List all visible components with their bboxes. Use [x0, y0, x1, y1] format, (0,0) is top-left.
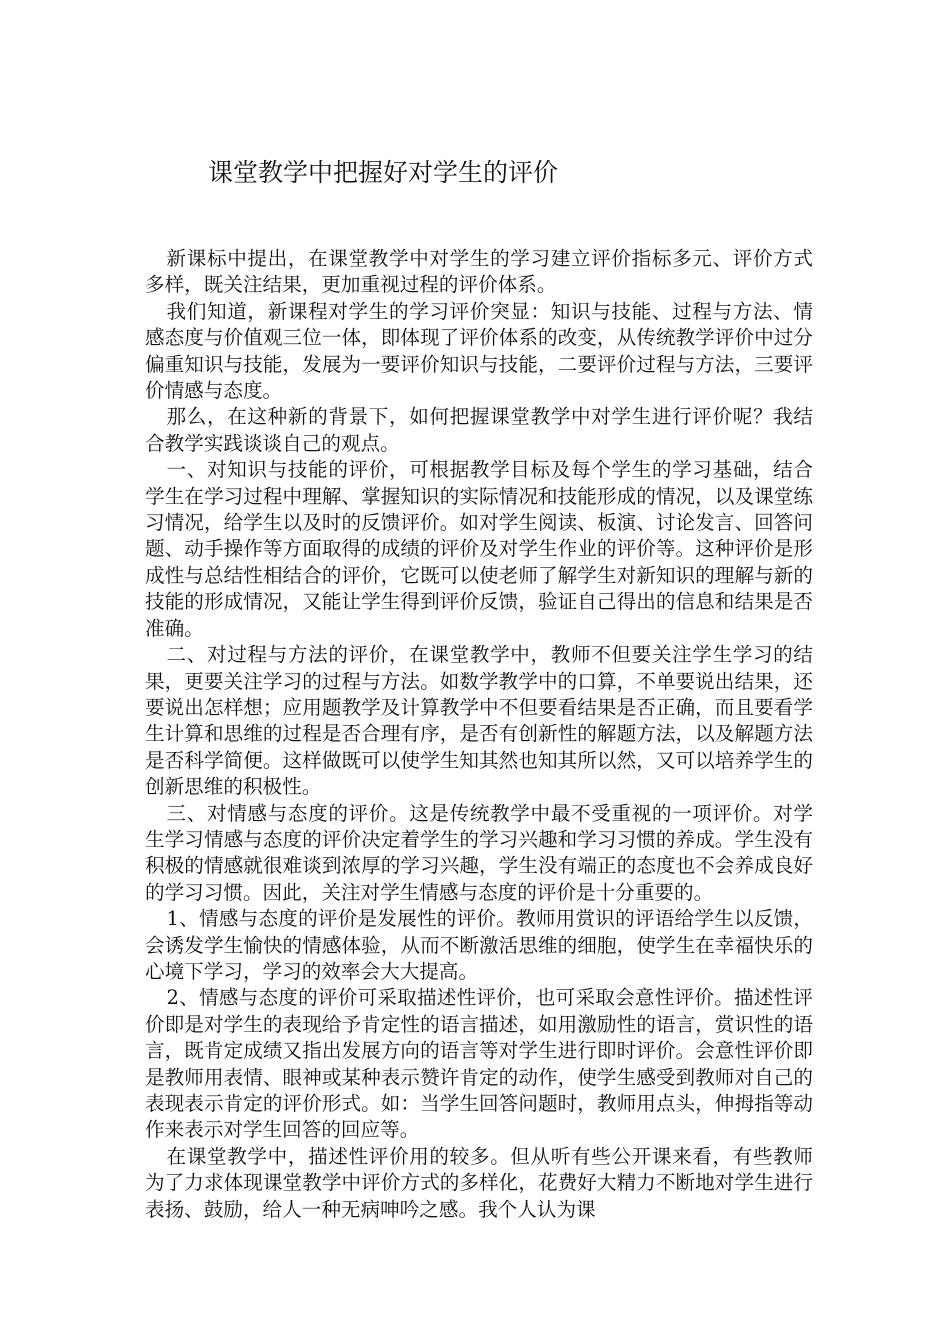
paragraph-classroom-practice: 在课堂教学中，描述性评价用的较多。但从听有些公开课来看，有些教师为了力求体现课堂教学中评价方式的多样化，花费好大精力不断地对学生进行表扬、鼓励，给人一种无病呻吟之感。我个人认为课	[145, 1144, 813, 1221]
paragraph-intro: 新课标中提出，在课堂教学中对学生的学习建立评价指标多元、评价方式多样，既关注结果，更加重视过程的评价体系。	[145, 247, 813, 297]
paragraph-point-2: 2、情感与态度的评价可采取描述性评价，也可采取会意性评价。描述性评价即是对学生的表现给予肯定性的语言描述，如用激励性的语言，赏识性的语言，既肯定成绩又指出发展方向的语言等对学生进行即时评价。会意性评价即是教师用表情、眼神或某种表示赞许肯定的动作，使学生感受到教师对自己的表现表示肯定的评价形式。如：当学生回答问题时，教师用点头，伸拇指等动作来表示对学生回答的回应等。	[145, 986, 813, 1142]
paragraph-knowledge-skills: 一、对知识与技能的评价，可根据教学目标及每个学生的学习基础，结合学生在学习过程中理解、掌握知识的实际情况和技能形成的情况，以及课堂练习情况，给学生以及时的反馈评价。如对学生阅读、板演、讨论发言、回答问题、动手操作等方面取得的成绩的评价及对学生作业的评价等。这种评价是形成性与总结性相结合的评价，它既可以使老师了解学生对新知识的理解与新的技能的形成情况，又能让学生得到评价反馈，验证自己得出的信息和结果是否准确。	[145, 458, 813, 640]
paragraph-process-methods: 二、对过程与方法的评价，在课堂教学中，教师不但要关注学生学习的结果，更要关注学习的过程与方法。如数学教学中的口算，不单要说出结果，还要说出怎样想；应用题教学及计算教学中不但要看结果是否正确，而且要看学生计算和思维的过程是否合理有序，是否有创新性的解题方法，以及解题方法是否科学简便。这样做既可以使学生知其然也知其所以然，又可以培养学生的创新思维的积极性。	[145, 643, 813, 799]
paragraph-emotion-attitude: 三、对情感与态度的评价。这是传统教学中最不受重视的一项评价。对学生学习情感与态度的评价决定着学生的学习兴趣和学习习惯的养成。学生没有积极的情感就很难谈到浓厚的学习兴趣，学生没有端正的态度也不会养成良好的学习习惯。因此，关注对学生情感与态度的评价是十分重要的。	[145, 801, 813, 904]
paragraph-new-curriculum: 我们知道，新课程对学生的学习评价突显：知识与技能、过程与方法、情感态度与价值观三位一体，即体现了评价体系的改变，从传统教学评价中过分偏重知识与技能，发展为一要评价知识与技能，二要评价过程与方法，三要评价情感与态度。	[145, 299, 813, 403]
document-body	[145, 246, 813, 1223]
document-title: 课堂教学中把握好对学生的评价	[208, 158, 559, 187]
paragraph-point-1: 1、情感与态度的评价是发展性的评价。教师用赏识的评语给学生以反馈，会诱发学生愉快的情感体验，从而不断激活思维的细胞，使学生在幸福快乐的心境下学习，学习的效率会大大提高。	[145, 907, 813, 983]
paragraph-question: 那么，在这种新的背景下，如何把握课堂教学中对学生进行评价呢？我结合教学实践谈谈自己的观点。	[145, 405, 813, 455]
